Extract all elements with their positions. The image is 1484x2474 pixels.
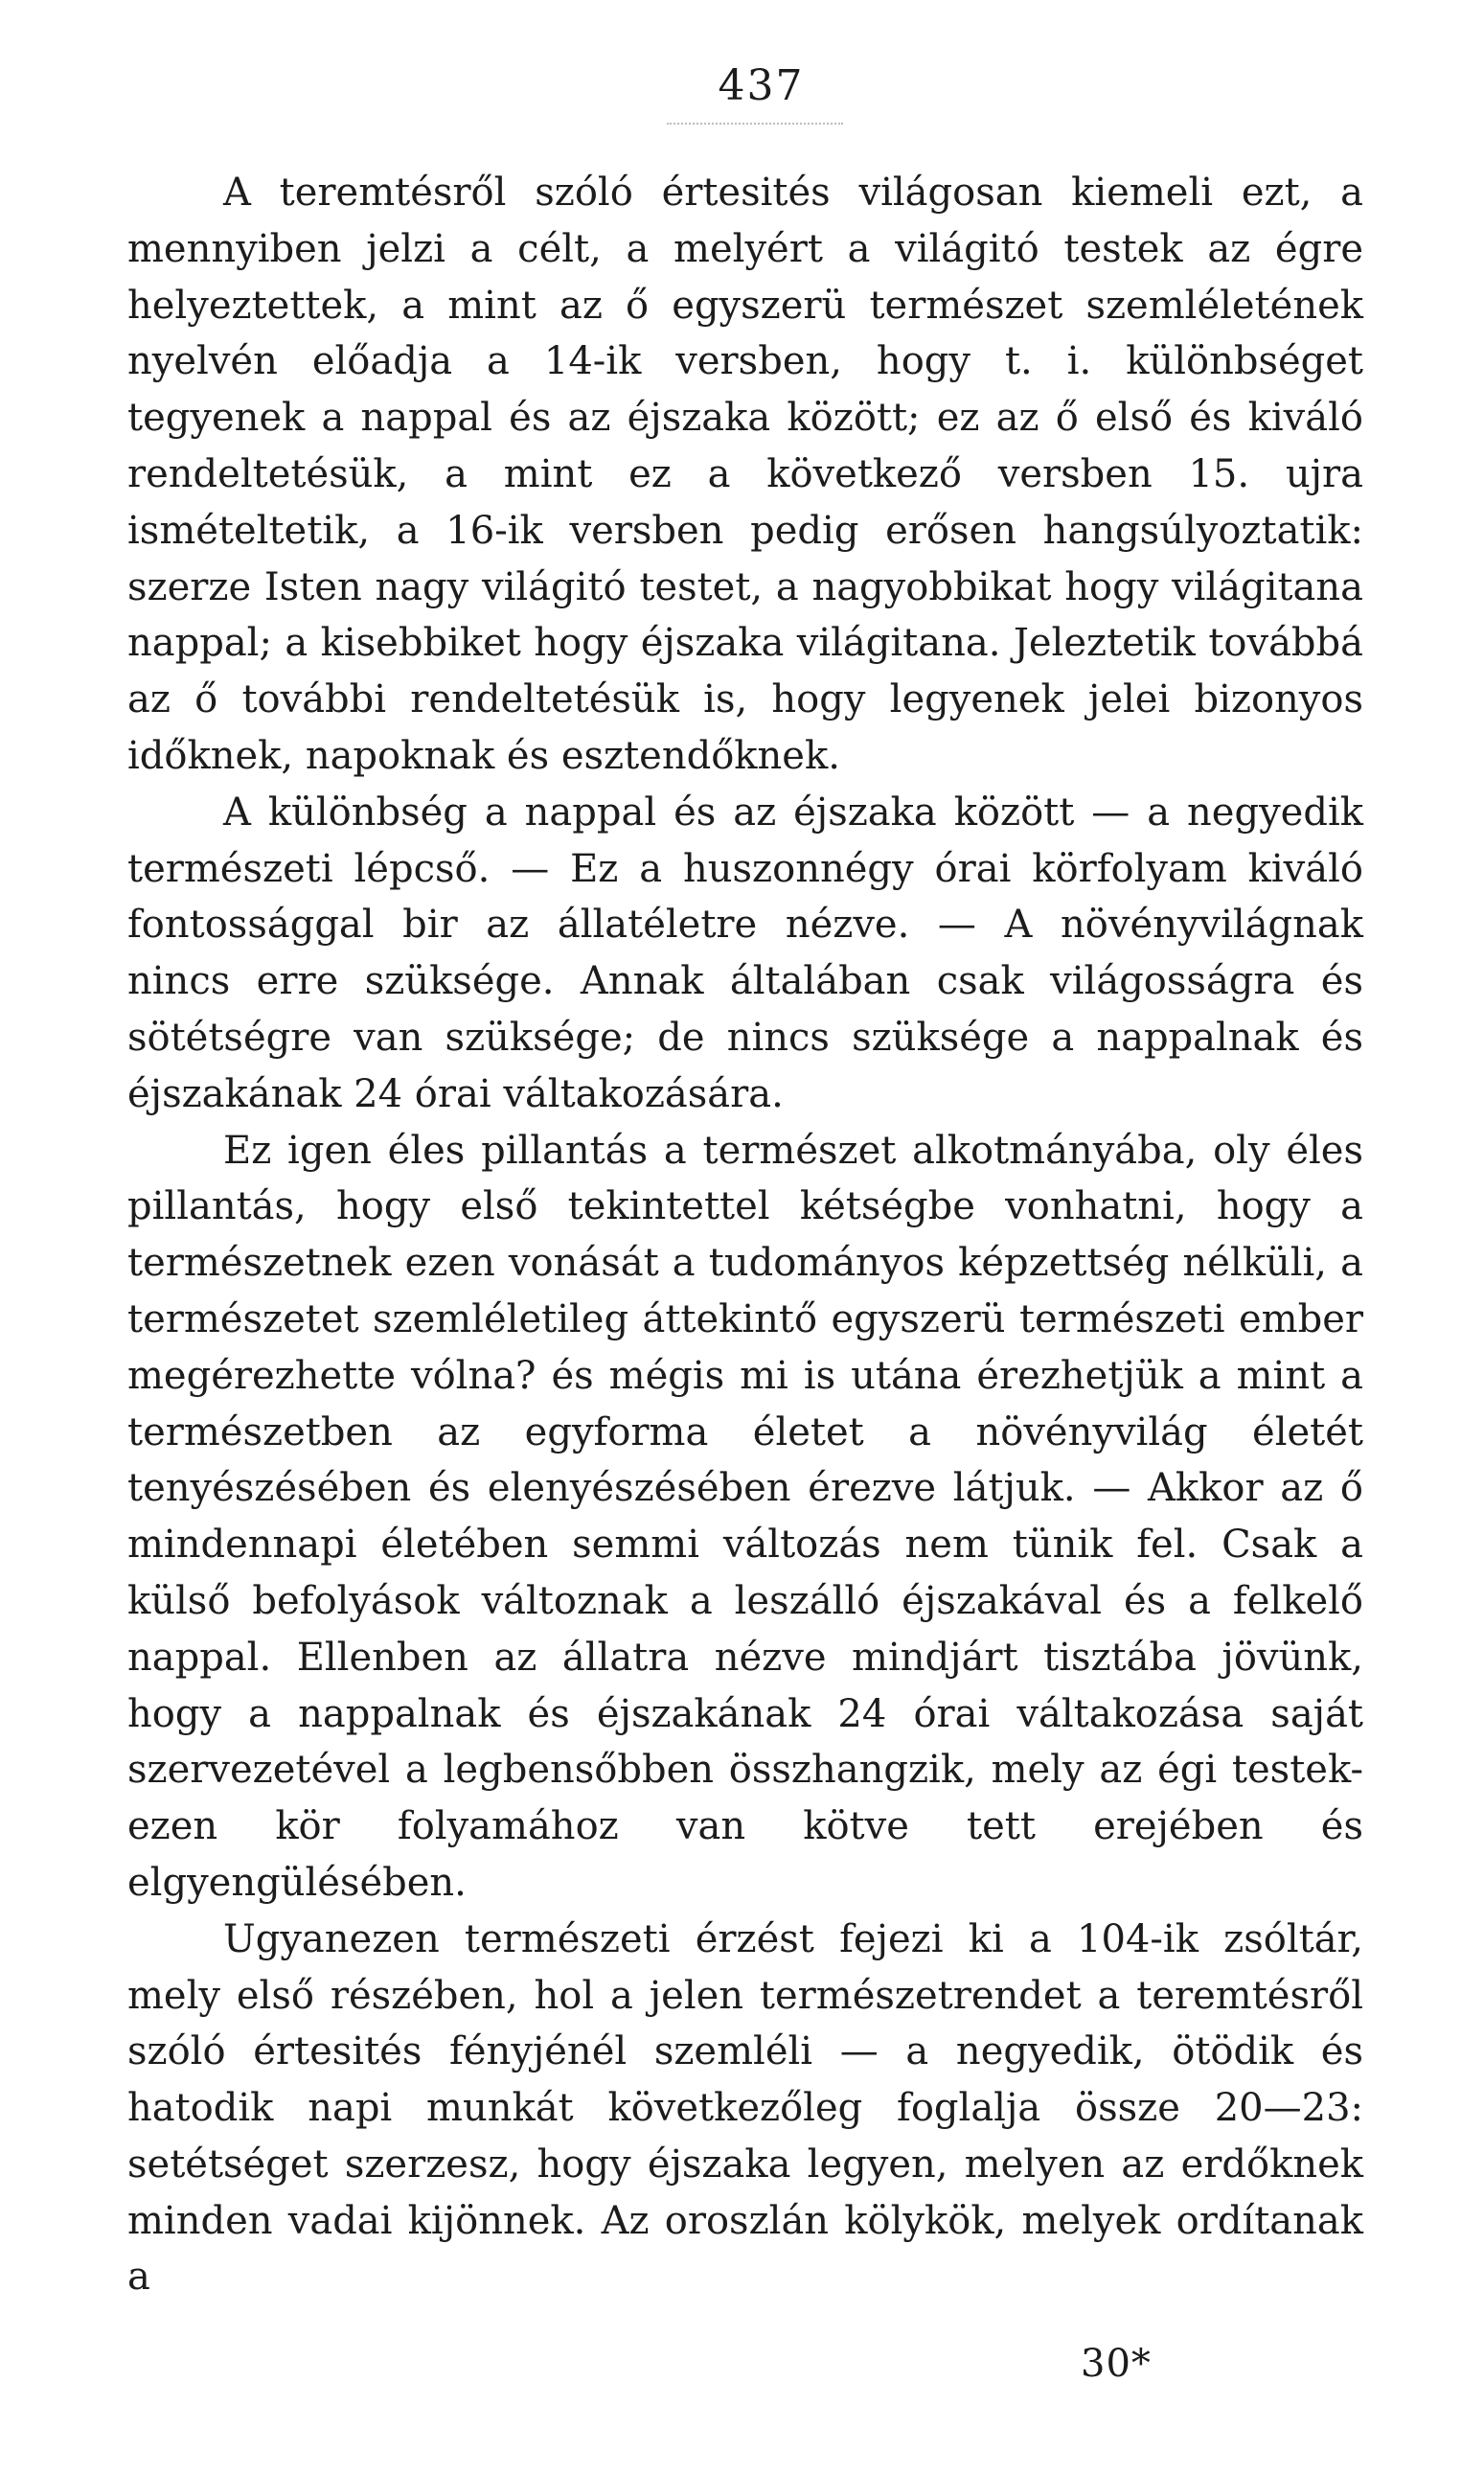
paragraph: A teremtésről szóló értesités világosan kiemeli ezt, a mennyiben jelzi a célt, a melyért a világitó testek az égre helyeztettek, a mint az ő egyszerü természet szemléletének nyelvén előadja a 14-ik versben, hogy t. i. különbséget tegyenek a nappal és az éjszaka között; ez az ő első és kiváló rendeltetésük, a mint ez a következő versben 15. ujra ismételtetik, a 16-ik versben pedig erősen hangsúlyoztatik: szerze Isten nagy világitó testet, a nagyobbikat hogy világitana nappal; a kisebbiket hogy éjszaka világitana. Jeleztetik továbbá az ő további rendeltetésük is, hogy legyenek jelei bizonyos időknek, napoknak és esztendőknek. <box>127 171 1363 778</box>
paragraph: A különbség a nappal és az éjszaka között — a negyedik természeti lépcső. — Ez a huszonnégy órai körfolyam kiváló fontossággal bir az állatéletre nézve. — A növényvilágnak nincs erre szüksége. Annak általában csak világosságra és sötétségre van szüksége; de nincs szüksége a nappalnak és éjszakának 24 órai váltakozására. <box>127 790 1363 1116</box>
paragraph: Ugyanezen természeti érzést fejezi ki a 104-ik zsóltár, mely első részében, hol a jelen természetrendet a teremtésről szóló értesités fényjénél szemléli — a negyedik, ötödik és hatodik napi munkát következőleg foglalja össze 20—23: setétséget szerzesz, hogy éjszaka legyen, melyen az erdőknek minden vadai kijönnek. Az oroszlán kölykök, melyek ordítanak a <box>127 1916 1363 2300</box>
page-number: 437 <box>718 61 805 110</box>
printer-signature-mark: 30* <box>1081 2342 1152 2386</box>
paragraph: Ez igen éles pillantás a természet alkotmányába, oly éles pillantás, hogy első tekintettel kétségbe vonhatni, hogy a természetnek ezen vonását a tudományos képzettség nélküli, a természetet szemléletileg áttekintő egyszerü természeti ember megérezhette vólna? és mégis mi is utána érezhetjük a mint a természetben az egyforma életet a növényvilág életét tenyészésében és elenyészésében érezve látjuk. — Akkor az ő mindennapi életében semmi változás nem tünik fel. Csak a külső befolyások változnak a leszálló éjszakával és a felkelő nappal. Ellenben az állatra nézve mindjárt tisztába jövünk, hogy a nappalnak és éjszakának 24 órai váltakozása saját szervezetével a legbensőbben összhangzik, mely az égi testek-ezen kör folyamához van kötve tett erejében és elgyengülésében. <box>127 1128 1363 1905</box>
page-body <box>127 165 1363 2305</box>
header-rule <box>667 123 843 125</box>
